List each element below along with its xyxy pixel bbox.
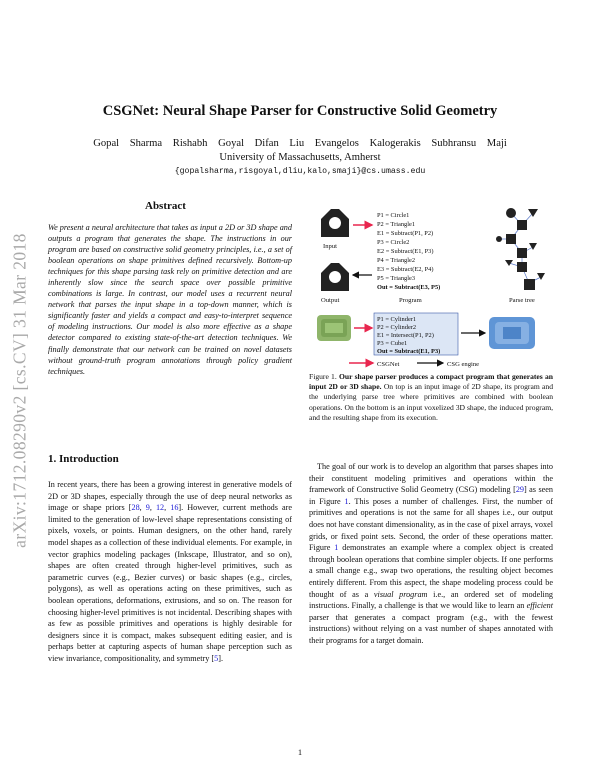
program-line: P1 = Circle1 <box>377 212 410 219</box>
intro-text: ]. <box>218 653 224 663</box>
program-output-line: Out = Subtract(E3, P5) <box>377 284 441 291</box>
input-2d-shape <box>321 209 349 237</box>
intro-text: . This poses a number of challenges. First, the number of primitives and operations is not the same for all shapes i.e., our output does not have constant dimensionality, as in the case of pixel arrays, voxel grids, or fixed point sets. Second, the order of these operations matter. Figure <box>309 496 554 553</box>
page-number: 1 <box>297 747 303 757</box>
author-list: Gopal Sharma Rishabh Goyal Difan Liu Evangelos Kalogerakis Subhransu Maji <box>93 138 507 149</box>
input-label: Input <box>323 243 337 250</box>
intro-text: ] as seen in Figure <box>309 485 553 506</box>
caption-label: Figure 1. <box>309 372 337 381</box>
intro-emphasis: efficient <box>526 601 553 611</box>
parse-tree-label: Parse tree <box>509 297 535 304</box>
abstract-text: We present a neural architecture that takes as input a 2D or 3D shape and outputs a program that generates the shape. The instructions in our program are based on constructive solid geometry principles, i.e., a set of boolean operations on shape primitives defined recursively. Bottom-up techniques for this shape parsing task rely on primitive detection and are inherently slow since the search space over possible primitive combinations is large. In contrast, our model uses a recurrent neural network that parses the input shape in a top-down manner, which is significantly faster and yields a compact and easy-to-interpret sequence of modeling instructions. Our model is also more effective as a shape detector compared to existing state-of-the-art detection techniques. We finally demonstrate that our network can be trained on novel datasets without ground-truth program annotations through policy gradient techniques. <box>48 223 292 376</box>
legend-csg-engine: CSG engine <box>447 361 480 368</box>
intro-text: parser that generates a compact program (e.g., with the fewest instructions) without relying on a vast number of shapes annotated with their programs for a target domain. <box>309 612 553 645</box>
intro-text: ]. However, current methods are limited to the generation of low-level shape representations consisting of pixels, voxels, or points. Human designers, on the other hand, rarely model shapes as a collection of these individual elements. For example, in vector graphics modeling packages (Inkscape, Illustrator, and so on), shapes are often created through higher-level primitives, such as parametric curves (e.g., Bezier curves) or basic shapes (e.g., circles, polygons), as well as operations acting on these primitives, such as boolean operations, deformations, extrusions, and so on. The reason for choosing higher-level primitives is not incidental. Describing shapes with as few as possible primitives and operations is highly desirable for designers since it is compact, makes subsequent editing easier, and is perhaps better at capturing aspects of human shape perception such as view invariance, compositionality, and symmetry [ <box>48 503 292 663</box>
program-line: P3 = Cube1 <box>377 340 408 347</box>
introduction-heading: 1. Introduction <box>48 453 119 465</box>
output-label: Output <box>321 297 340 304</box>
program-line: P3 = Circle2 <box>377 239 410 246</box>
intro-text: demonstrates an example where a complex object is created through boolean operations that combine simpler objects. If one performs a small change e.g., swap two operations, the resulting object becomes entirely different. From this aspect, the shape modeling process could be thought of as a <box>309 543 553 599</box>
program-output-line: Out = Subtract(E1, P3) <box>377 348 441 355</box>
arxiv-identifier: arXiv:1712.08290v2 [cs.CV] 31 Mar 2018 <box>9 233 30 548</box>
abstract-heading: Abstract <box>145 200 186 212</box>
citation-link[interactable]: 5 <box>214 653 219 663</box>
program-label: Program <box>399 297 422 304</box>
citation-link[interactable]: 12 <box>155 503 165 513</box>
program-line: E1 = Subtract(P1, P2) <box>377 230 434 237</box>
program-line: P5 = Triangle3 <box>377 275 416 282</box>
intro-emphasis: visual program <box>373 589 428 599</box>
program-2d <box>377 212 440 291</box>
intro-text: i.e., an ordered set of modeling instructions. Finally, a challenge is that we would like to learn an <box>309 589 554 611</box>
citation-link[interactable]: 29 <box>515 485 524 495</box>
program-line: P1 = Cylinder1 <box>377 316 417 323</box>
program-line: P2 = Cylinder2 <box>377 324 417 331</box>
program-3d-box <box>374 313 458 355</box>
program-line: E1 = Intersect(P1, P2) <box>377 332 434 339</box>
paper-title: CSGNet: Neural Shape Parser for Constructive Solid Geometry <box>102 103 498 119</box>
intro-text: In recent years, there has been a growing interest in generative models of 2D or 3D shapes, especially through the use of deep neural networks as image or shape priors [ <box>48 480 292 513</box>
figure-legend <box>349 361 479 368</box>
figure-1-diagram <box>309 203 553 368</box>
author-emails: {gopalsharma,risgoyal,dliu,kalo,smaji}@cs.umass.edu <box>174 167 426 176</box>
caption-text: On top is an input image of 2D shape, its program and the underlying parse tree where primitives are combined with boolean operations. On the bottom is an input voxelized 3D shape, the induced program, and the resulting shape from its execution. <box>309 382 553 422</box>
figure-1-caption <box>309 372 553 423</box>
parse-tree-nodes <box>496 208 545 290</box>
citation-link[interactable]: 16 <box>170 503 179 513</box>
input-3d-voxels <box>317 315 351 341</box>
intro-left-column: In recent years, there has been a growing interest in generative models of 2D or 3D shapes, especially through the use of deep neural networks as image or shape priors [28, 9, 12, 16]. However, current methods are limited to the generation of low-level shape representations consisting of pixels, voxels, or points. Human designers, on the other hand, rarely model shapes as a collection of these individual elements. For example, in vector graphics modeling packages (Inkscape, Illustrator, and so on), shapes are often created through higher-level primitives, such as parametric curves (e.g., Bezier curves) or basic shapes (e.g., circles, polygons), as well as operations acting on these primitives, such as boolean operations, deformations, extrusions, and so on. The reason for choosing higher-level primitives is not incidental. Describing shapes with as few as possible primitives and operations is highly desirable for designers since it is compact, makes subsequent editing easier, and is perhaps better at capturing aspects of human shape perception such as view invariance, compositionality, and symmetry [5]. <box>48 480 292 663</box>
affiliation: University of Massachusetts, Amherst <box>219 152 381 163</box>
citation-link[interactable]: 9 <box>145 503 150 513</box>
program-line: P2 = Triangle1 <box>377 221 416 228</box>
citation-link[interactable]: 28 <box>131 503 140 513</box>
figure-link[interactable]: 1 <box>344 496 349 506</box>
legend-csgnet: CSGNet <box>377 361 400 368</box>
intro-right-column <box>309 461 553 647</box>
output-3d-shape <box>489 317 535 349</box>
output-2d-shape <box>321 263 349 291</box>
program-line: E2 = Subtract(E1, P3) <box>377 248 434 255</box>
program-line: E3 = Subtract(E2, P4) <box>377 266 434 273</box>
program-line: P4 = Triangle2 <box>377 257 416 264</box>
figure-link[interactable]: 1 <box>334 543 339 553</box>
intro-text: The goal of our work is to develop an algorithm that parses shapes into their constituent modeling primitives and operations within the framework of Constructive Solid Geometry (CSG) modeling [ <box>309 462 553 495</box>
caption-bold: Our shape parser produces a compact program that generates an input 2D or 3D shape. <box>309 372 554 392</box>
